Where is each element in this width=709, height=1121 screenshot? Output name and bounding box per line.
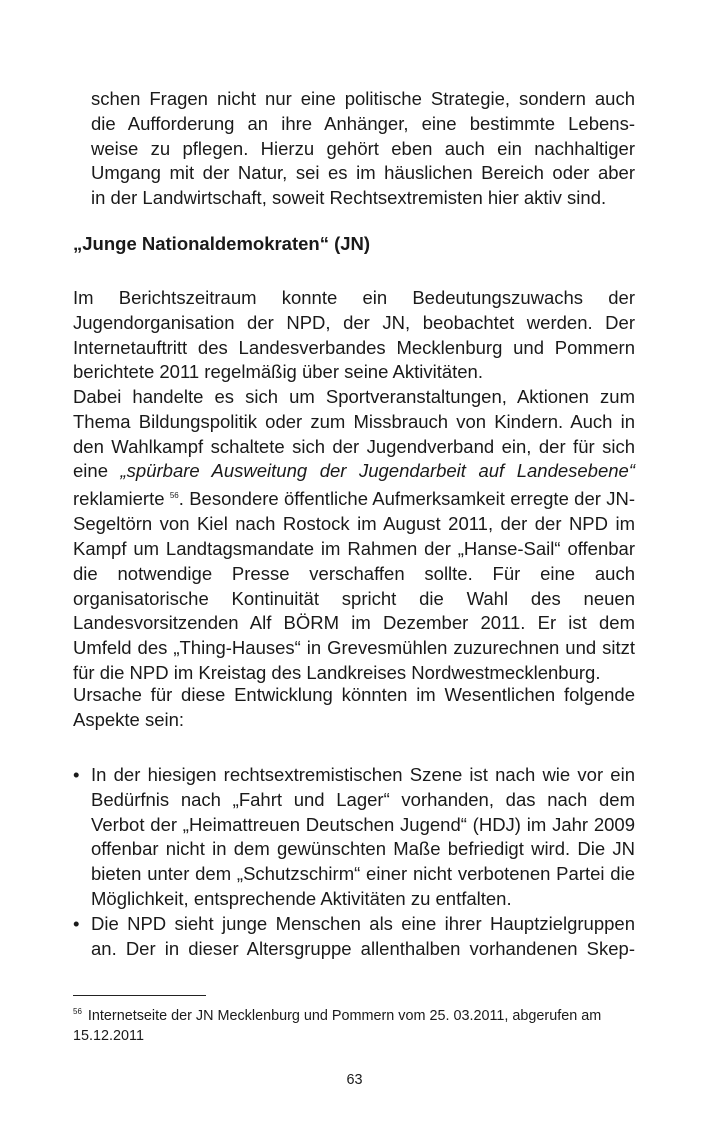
footnote-text: Internetseite der JN Mecklenburg und Pommern vom 25. 03.2011, abgerufen am 15.12.2011 [73, 1007, 602, 1044]
intro-line: weise zu pflegen. Hierzu gehört eben auch ein nachhaltiger [91, 137, 635, 159]
body-paragraph-3: Ursache für diese Entwicklung könnten im Wesentlichen folgende Aspekte sein: [73, 684, 635, 730]
paragraph-text: Dabei handelte es sich um Sportveranstaltungen, Aktionen zum Thema Bildungspolitik oder zum Missbrauch von Kindern. Auch in den Wahlkampf schaltete sich der Jugendverband ein, der für sich eine [73, 386, 635, 482]
paragraph-text: . Besondere öffentliche Aufmerksamkeit erregte der JN-Segeltörn von Kiel nach Rostock im August 2011, der der NPD im Kampf um Landtagsmandate im Rahmen der „Hanse-Sail“ offenbar die notwendige Presse verschaffen sollte. Für eine auch organisatorische Kontinuität spricht die Wahl des neuen Landesvorsitzenden Alf BÖRM im Dezember 2011. Er ist dem Umfeld des „Thing-Hauses“ in Grevesmühlen zuzurechnen und sitzt für die NPD im Kreistag des Landkreises Nordwestmecklenburg. [73, 488, 636, 683]
intro-line: in der Landwirtschaft, soweit Rechtsextremisten hier aktiv sind. [91, 187, 607, 209]
section-heading: „Junge Nationaldemokraten“ (JN) [73, 233, 371, 254]
page-number: 63 [346, 1072, 363, 1088]
footnote [73, 1002, 639, 1046]
footnote-divider [73, 995, 206, 996]
body-paragraph-1: Im Berichtszeitraum konnte ein Bedeutungszuwachs der Jugendorganisation der NPD, der JN, beobachtet werden. Der Internetauftritt des Landesverbandes Mecklenburg und Pommern berichtete 2011 regelmäßig über seine Aktivitäten. [73, 287, 635, 383]
intro-paragraph [91, 87, 635, 211]
footnote-reference: 56 [169, 491, 179, 501]
list-item-text: In der hiesigen rechtsextremistischen Szene ist nach wie vor ein Bedürfnis nach „Fahrt und Lager“ vorhanden, das nach dem Verbot der „Heimattreuen Deutschen Jugend“ (HDJ) im Jahr 2009 offenbar nicht in dem gewünschten Maße befriedigt wird. Die JN bieten unter dem „Schutzschirm“ einer nicht verbotenen Partei die Möglichkeit, entsprechende Aktivitäten zu entfalten. [91, 764, 635, 909]
paragraph-text: reklamierte [73, 488, 170, 510]
bullet-marker: • [73, 764, 80, 785]
intro-line: die Aufforderung an ihre Anhänger, eine bestimmte Lebens- [91, 112, 635, 134]
intro-line: schen Fragen nicht nur eine politische Strategie, sondern auch [91, 88, 635, 109]
intro-line: Umgang mit der Natur, sei es im häuslichen Bereich oder aber [91, 162, 635, 184]
footnote-number: 56 [73, 1007, 82, 1016]
bullet-marker: • [73, 913, 80, 934]
list-item-text: Die NPD sieht junge Menschen als eine ihrer Hauptzielgruppen an. Der in dieser Altersgruppe allenthalben vorhandenen Skep- [91, 913, 635, 959]
body-paragraph-2 [73, 385, 635, 686]
quote-text: „spürbare Ausweitung der Jugendarbeit auf Landesebene“ [120, 460, 636, 482]
